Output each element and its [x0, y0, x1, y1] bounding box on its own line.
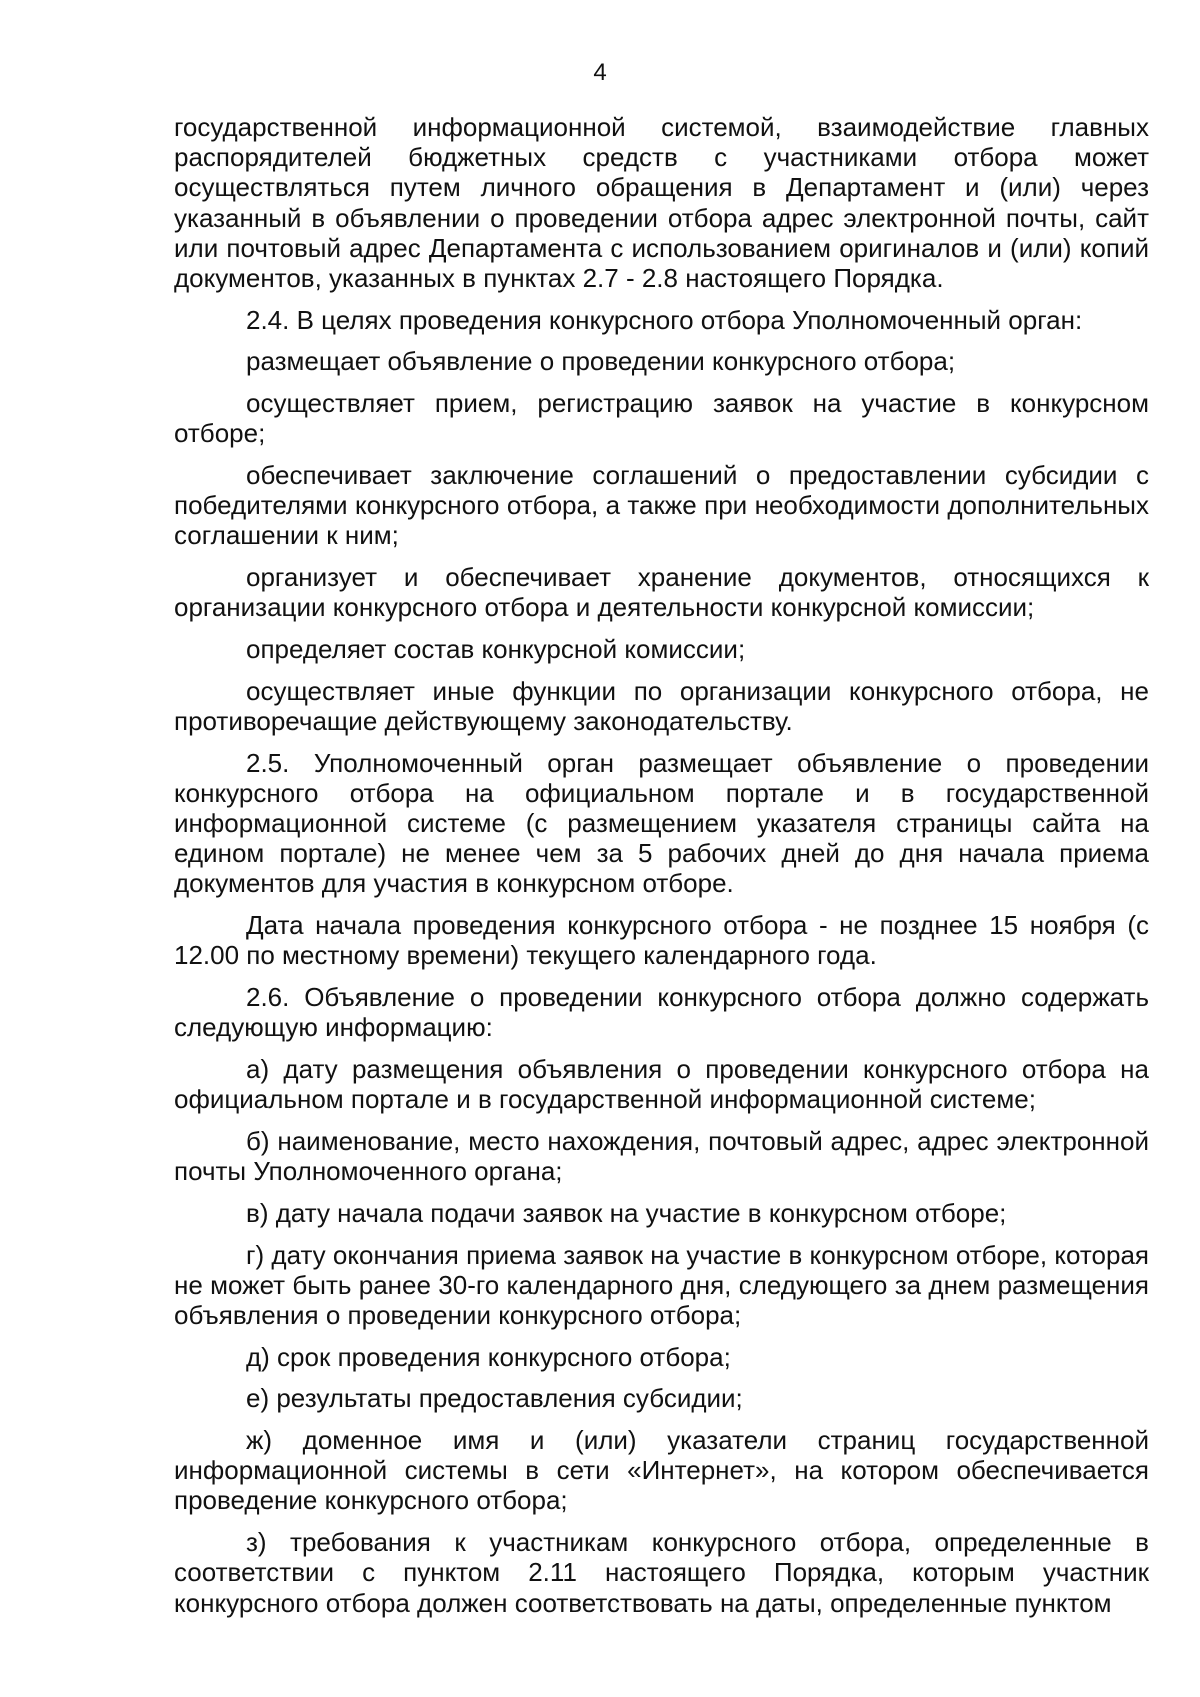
- document-body: [174, 112, 1149, 1618]
- paragraph: обеспечивает заключение соглашений о предоставлении субсидии с победителями конкурсного отбора, а также при необходимости дополнительных соглашении к ним;: [174, 460, 1149, 551]
- paragraph: а) дату размещения объявления о проведении конкурсного отбора на официальном портале и в государственной информационной системе;: [174, 1053, 1149, 1115]
- paragraph: г) дату окончания приема заявок на участие в конкурсном отборе, которая не может быть ранее 30-го календарного дня, следующего за днем размещения объявления о проведении конкурсного отбора;: [174, 1239, 1149, 1330]
- paragraph: 2.4. В целях проведения конкурсного отбора Уполномоченный орган:: [246, 304, 1083, 335]
- paragraph: размещает объявление о проведении конкурсного отбора;: [246, 346, 956, 377]
- paragraph: определяет состав конкурсной комиссии;: [246, 634, 746, 665]
- paragraph: з) требования к участникам конкурсного отбора, определенные в соответствии с пунктом 2.11 настоящего Порядка, которым участник конкурсного отбора должен соответствовать на даты, определенные пунктом: [174, 1527, 1149, 1618]
- paragraph: осуществляет прием, регистрацию заявок на участие в конкурсном отборе;: [174, 388, 1149, 449]
- paragraph: 2.6. Объявление о проведении конкурсного отбора должно содержать следующую информацию:: [174, 982, 1149, 1043]
- paragraph: 2.5. Уполномоченный орган размещает объявление о проведении конкурсного отбора на официальном портале и в государственной информационной системе (с размещением указателя страницы сайта на едином портале) не менее чем за 5 рабочих дней до дня начала приема документов для участия в конкурсном отборе.: [174, 747, 1149, 899]
- paragraph: осуществляет иные функции по организации конкурсного отбора, не противоречащие действующему законодательству.: [174, 675, 1149, 736]
- page-number: 4: [593, 59, 607, 86]
- paragraph: государственной информационной системой, взаимодействие главных распорядителей бюджетных средств с участниками отбора может осуществляться путем личного обращения в Департамент и (или) через указанный в объявлении о проведении отбора адрес электронной почты, сайт или почтовый адрес Департамента с использованием оригиналов и (или) копий документов, указанных в пунктах 2.7 - 2.8 настоящего Порядка.: [174, 112, 1149, 294]
- paragraph: д) срок проведения конкурсного отбора;: [246, 1341, 731, 1372]
- paragraph: в) дату начала подачи заявок на участие в конкурсном отборе;: [246, 1197, 1007, 1228]
- paragraph: организует и обеспечивает хранение документов, относящихся к организации конкурсного отбора и деятельности конкурсной комиссии;: [174, 562, 1149, 623]
- paragraph: ж) доменное имя и (или) указатели страниц государственной информационной системы в сети «Интернет», на котором обеспечивается проведение конкурсного отбора;: [174, 1425, 1149, 1516]
- paragraph: Дата начала проведения конкурсного отбора - не позднее 15 ноября (с 12.00 по местному времени) текущего календарного года.: [174, 910, 1149, 971]
- paragraph: е) результаты предоставления субсидии;: [246, 1383, 743, 1414]
- paragraph: б) наименование, место нахождения, почтовый адрес, адрес электронной почты Уполномоченного органа;: [174, 1125, 1149, 1187]
